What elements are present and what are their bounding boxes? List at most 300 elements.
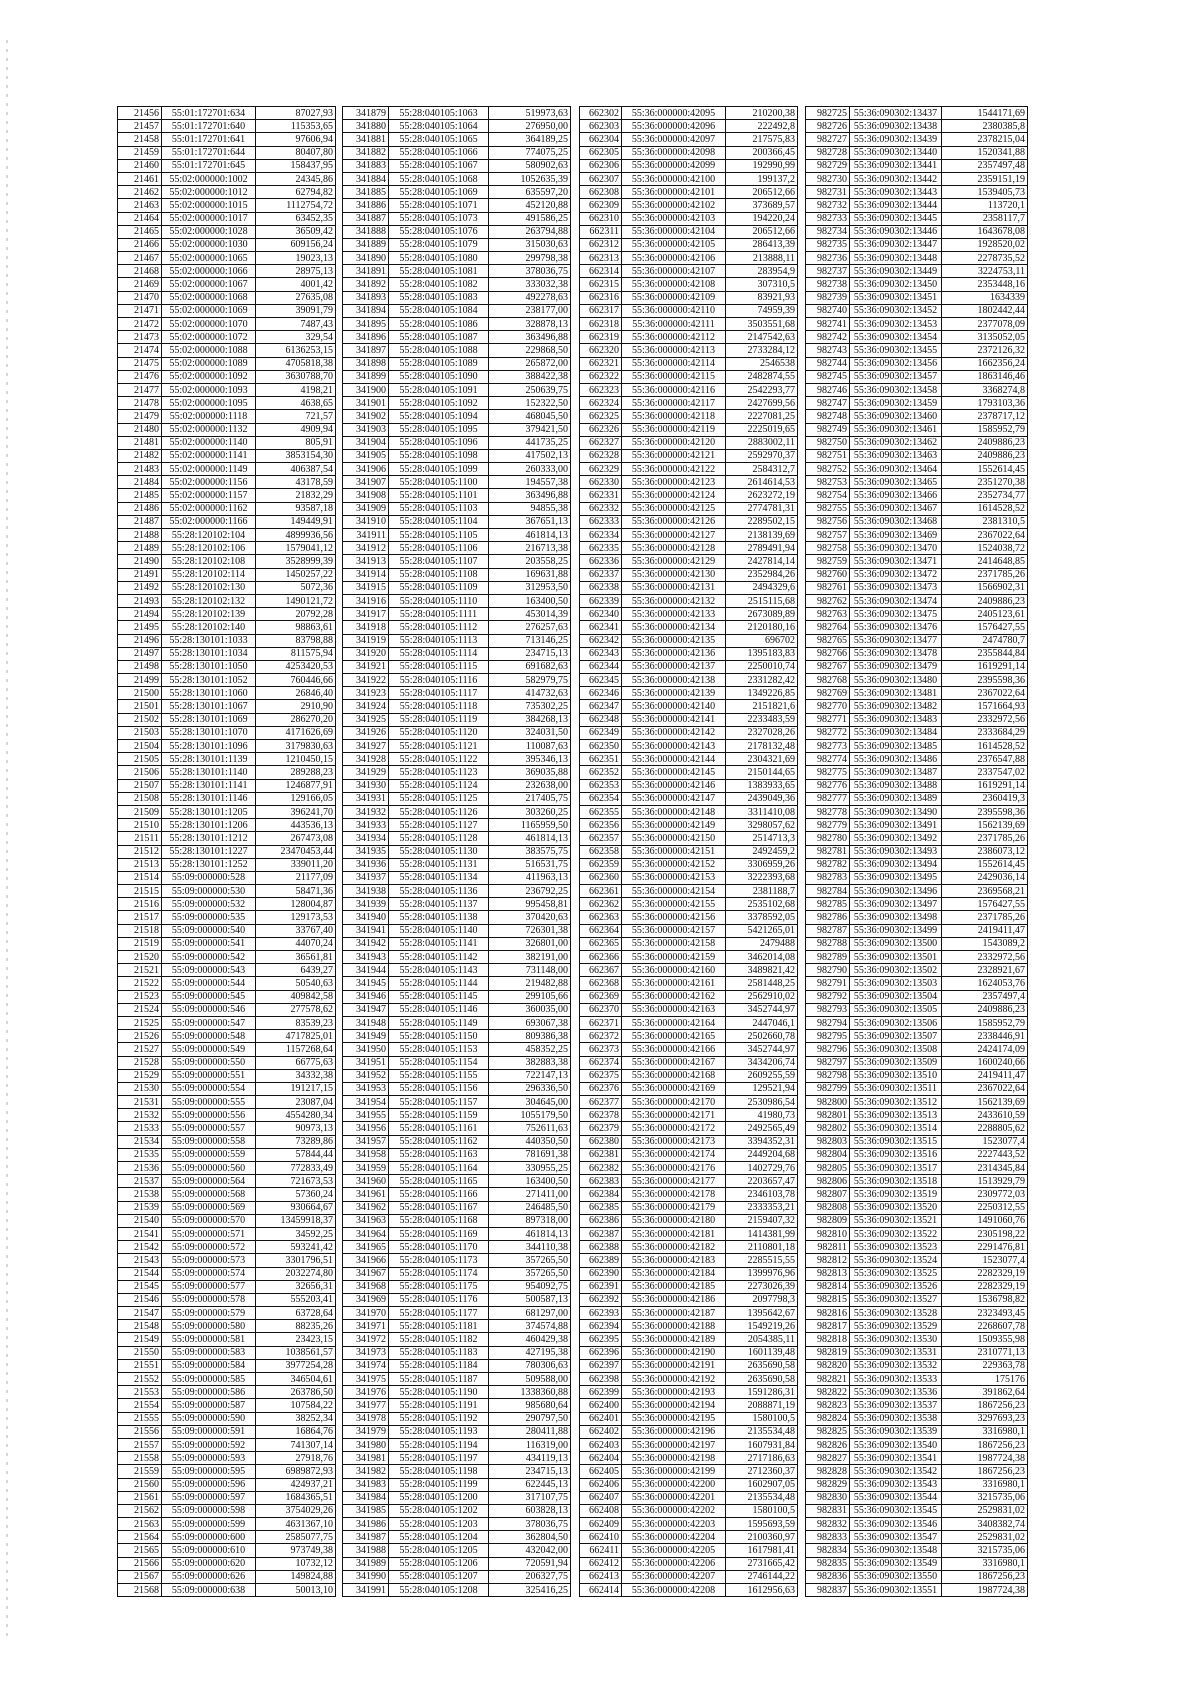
- cadastral-value: 3754029,26: [256, 1504, 336, 1517]
- cadastral-number: 55:36:000000:42153: [622, 871, 726, 884]
- cadastral-number: 55:36:000000:42169: [622, 1082, 726, 1095]
- row-number: 341880: [343, 120, 389, 133]
- cadastral-value: 2482874,55: [726, 370, 798, 383]
- row-number: 341965: [343, 1241, 389, 1254]
- row-number: 21519: [118, 937, 162, 950]
- row-number: 662305: [580, 146, 622, 159]
- cadastral-number: 55:28:040105:1112: [389, 621, 489, 634]
- cadastral-value: 3311410,08: [726, 805, 798, 818]
- table-row: [118, 238, 336, 251]
- table-row: [806, 1227, 1028, 1240]
- row-number: 662402: [580, 1425, 622, 1438]
- cadastral-value: 3408382,74: [942, 1518, 1028, 1531]
- cadastral-value: 2178132,48: [726, 740, 798, 753]
- cadastral-value: 28975,13: [256, 265, 336, 278]
- row-number: 662393: [580, 1307, 622, 1320]
- row-number: 21555: [118, 1412, 162, 1425]
- cadastral-value: 443536,13: [256, 819, 336, 832]
- cadastral-value: 303260,25: [489, 805, 571, 818]
- table-row: [580, 278, 798, 291]
- row-number: 341943: [343, 951, 389, 964]
- cadastral-value: 2331282,42: [726, 674, 798, 687]
- cadastral-number: 55:36:090302:13439: [850, 133, 942, 146]
- table-row: [343, 1122, 571, 1135]
- row-number: 982739: [806, 291, 850, 304]
- table-row: [343, 515, 571, 528]
- table-row: [118, 937, 336, 950]
- cadastral-number: 55:36:000000:42108: [622, 278, 726, 291]
- cadastral-number: 55:36:000000:42117: [622, 397, 726, 410]
- cadastral-number: 55:36:090302:13491: [850, 819, 942, 832]
- cadastral-number: 55:36:000000:42194: [622, 1399, 726, 1412]
- row-number: 982732: [806, 199, 850, 212]
- table-row: [118, 924, 336, 937]
- cadastral-value: 265872,00: [489, 357, 571, 370]
- cadastral-number: 55:28:040105:1190: [389, 1386, 489, 1399]
- row-number: 341923: [343, 687, 389, 700]
- row-number: 341939: [343, 898, 389, 911]
- cadastral-number: 55:36:000000:42123: [622, 476, 726, 489]
- cadastral-number: 55:09:000000:577: [162, 1280, 256, 1293]
- cadastral-number: 55:28:040105:1175: [389, 1280, 489, 1293]
- row-number: 662310: [580, 212, 622, 225]
- cadastral-value: 203558,25: [489, 555, 571, 568]
- row-number: 982727: [806, 133, 850, 146]
- cadastral-number: 55:28:040105:1095: [389, 423, 489, 436]
- row-number: 341909: [343, 502, 389, 515]
- table-row: [118, 1122, 336, 1135]
- cadastral-value: 97606,94: [256, 133, 336, 146]
- cadastral-number: 55:28:040105:1068: [389, 172, 489, 185]
- table-row: [580, 1307, 798, 1320]
- row-number: 21495: [118, 621, 162, 634]
- cadastral-value: 721673,53: [256, 1175, 336, 1188]
- cadastral-number: 55:02:000000:1162: [162, 502, 256, 515]
- cadastral-value: 1112754,72: [256, 199, 336, 212]
- row-number: 982799: [806, 1082, 850, 1095]
- row-number: 341970: [343, 1307, 389, 1320]
- row-number: 982752: [806, 463, 850, 476]
- row-number: 21506: [118, 766, 162, 779]
- row-number: 982773: [806, 740, 850, 753]
- table-row: [806, 555, 1028, 568]
- row-number: 662364: [580, 924, 622, 937]
- table-row: [118, 647, 336, 660]
- table-row: [118, 871, 336, 884]
- cadastral-number: 55:28:040105:1200: [389, 1491, 489, 1504]
- cadastral-number: 55:36:090302:13488: [850, 779, 942, 792]
- cadastral-value: 219482,88: [489, 977, 571, 990]
- cadastral-value: 7487,43: [256, 318, 336, 331]
- cadastral-value: 2110801,18: [726, 1241, 798, 1254]
- cadastral-value: 1543089,2: [942, 937, 1028, 950]
- row-number: 341910: [343, 515, 389, 528]
- cadastral-number: 55:36:090302:13532: [850, 1359, 942, 1372]
- cadastral-value: 58471,36: [256, 885, 336, 898]
- row-number: 982792: [806, 990, 850, 1003]
- row-number: 21560: [118, 1478, 162, 1491]
- table-row: [806, 489, 1028, 502]
- row-number: 982726: [806, 120, 850, 133]
- row-number: 982804: [806, 1148, 850, 1161]
- cadastral-value: 2371785,26: [942, 568, 1028, 581]
- cadastral-value: 1863146,46: [942, 370, 1028, 383]
- cadastral-number: 55:36:000000:42116: [622, 383, 726, 396]
- cadastral-value: 3452744,97: [726, 1003, 798, 1016]
- row-number: 21491: [118, 568, 162, 581]
- cadastral-value: 367651,13: [489, 515, 571, 528]
- row-number: 341974: [343, 1359, 389, 1372]
- cadastral-number: 55:09:000000:578: [162, 1293, 256, 1306]
- cadastral-number: 55:36:000000:42127: [622, 529, 726, 542]
- table-column-3: [579, 106, 798, 1597]
- cadastral-value: 328878,13: [489, 318, 571, 331]
- table-row: [118, 1307, 336, 1320]
- row-number: 21558: [118, 1452, 162, 1465]
- table-row: [806, 1135, 1028, 1148]
- cadastral-value: 370420,63: [489, 911, 571, 924]
- row-number: 662381: [580, 1148, 622, 1161]
- table-row: [343, 1504, 571, 1517]
- row-number: 21525: [118, 1016, 162, 1029]
- cadastral-value: 468045,50: [489, 410, 571, 423]
- cadastral-value: 2357497,4: [942, 990, 1028, 1003]
- row-number: 341938: [343, 885, 389, 898]
- cadastral-number: 55:36:090302:13492: [850, 832, 942, 845]
- cadastral-value: 3630788,70: [256, 370, 336, 383]
- table-row: [118, 199, 336, 212]
- cadastral-value: 149824,88: [256, 1570, 336, 1583]
- cadastral-number: 55:36:090302:13472: [850, 568, 942, 581]
- row-number: 662411: [580, 1544, 622, 1557]
- row-number: 341959: [343, 1162, 389, 1175]
- row-number: 341882: [343, 146, 389, 159]
- cadastral-number: 55:09:000000:579: [162, 1307, 256, 1320]
- row-number: 341883: [343, 159, 389, 172]
- cadastral-number: 55:36:000000:42121: [622, 449, 726, 462]
- cadastral-value: 2409886,23: [942, 449, 1028, 462]
- row-number: 662324: [580, 397, 622, 410]
- cadastral-value: 2381310,5: [942, 515, 1028, 528]
- cadastral-number: 55:36:000000:42206: [622, 1557, 726, 1570]
- cadastral-value: 2746144,22: [726, 1570, 798, 1583]
- cadastral-value: 1576427,55: [942, 898, 1028, 911]
- table-row: [806, 159, 1028, 172]
- cadastral-value: 2409886,23: [942, 594, 1028, 607]
- cadastral-value: 458352,25: [489, 1043, 571, 1056]
- cadastral-value: 23470453,44: [256, 845, 336, 858]
- table-row: [806, 107, 1028, 120]
- cadastral-number: 55:36:090302:13484: [850, 726, 942, 739]
- row-number: 341893: [343, 291, 389, 304]
- cadastral-number: 55:36:000000:42148: [622, 805, 726, 818]
- cadastral-number: 55:36:090302:13536: [850, 1386, 942, 1399]
- cadastral-value: 382191,00: [489, 951, 571, 964]
- cadastral-number: 55:28:130101:1227: [162, 845, 256, 858]
- table-row: [118, 1043, 336, 1056]
- cadastral-number: 55:09:000000:551: [162, 1069, 256, 1082]
- cadastral-value: 57844,44: [256, 1148, 336, 1161]
- cadastral-number: 55:36:000000:42176: [622, 1162, 726, 1175]
- row-number: 662311: [580, 225, 622, 238]
- table-row: [806, 1267, 1028, 1280]
- cadastral-number: 55:01:172701:645: [162, 159, 256, 172]
- cadastral-value: 2386073,12: [942, 845, 1028, 858]
- row-number: 982753: [806, 476, 850, 489]
- cadastral-value: 3316980,1: [942, 1478, 1028, 1491]
- cadastral-number: 55:28:130101:1146: [162, 792, 256, 805]
- row-number: 341931: [343, 792, 389, 805]
- table-row: [343, 608, 571, 621]
- cadastral-value: 276950,00: [489, 120, 571, 133]
- cadastral-number: 55:28:040105:1142: [389, 951, 489, 964]
- row-number: 21475: [118, 357, 162, 370]
- table-row: [806, 502, 1028, 515]
- cadastral-value: 2250312,55: [942, 1201, 1028, 1214]
- cadastral-value: 1552614,45: [942, 463, 1028, 476]
- cadastral-number: 55:36:090302:13487: [850, 766, 942, 779]
- row-number: 21563: [118, 1518, 162, 1531]
- cadastral-number: 55:36:090302:13456: [850, 357, 942, 370]
- row-number: 662347: [580, 700, 622, 713]
- row-number: 341884: [343, 172, 389, 185]
- cadastral-value: 200366,45: [726, 146, 798, 159]
- cadastral-value: 2433610,59: [942, 1109, 1028, 1122]
- row-number: 662355: [580, 805, 622, 818]
- cadastral-number: 55:28:040105:1069: [389, 186, 489, 199]
- cadastral-number: 55:09:000000:541: [162, 937, 256, 950]
- cadastral-value: 267473,08: [256, 832, 336, 845]
- cadastral-number: 55:36:090302:13507: [850, 1030, 942, 1043]
- row-number: 662405: [580, 1465, 622, 1478]
- row-number: 662315: [580, 278, 622, 291]
- cadastral-number: 55:09:000000:548: [162, 1030, 256, 1043]
- cadastral-number: 55:02:000000:1066: [162, 265, 256, 278]
- row-number: 341984: [343, 1491, 389, 1504]
- cadastral-value: 210200,38: [726, 107, 798, 120]
- cadastral-number: 55:36:000000:42171: [622, 1109, 726, 1122]
- row-number: 662358: [580, 845, 622, 858]
- row-number: 341937: [343, 871, 389, 884]
- row-number: 982771: [806, 713, 850, 726]
- cadastral-value: 1395642,67: [726, 1307, 798, 1320]
- cadastral-number: 55:36:000000:42162: [622, 990, 726, 1003]
- table-row: [118, 291, 336, 304]
- table-row: [580, 1069, 798, 1082]
- table-row: [580, 1518, 798, 1531]
- cadastral-value: 2327028,26: [726, 726, 798, 739]
- row-number: 341935: [343, 845, 389, 858]
- cadastral-value: 379421,50: [489, 423, 571, 436]
- cadastral-number: 55:09:000000:580: [162, 1320, 256, 1333]
- cadastral-value: 2333684,29: [942, 726, 1028, 739]
- cadastral-number: 55:36:090302:13503: [850, 977, 942, 990]
- cadastral-value: 1867256,23: [942, 1399, 1028, 1412]
- row-number: 982789: [806, 951, 850, 964]
- table-row: [343, 555, 571, 568]
- row-number: 662372: [580, 1030, 622, 1043]
- cadastral-value: 1595693,59: [726, 1518, 798, 1531]
- cadastral-value: 1634339: [942, 291, 1028, 304]
- cadastral-number: 55:09:000000:540: [162, 924, 256, 937]
- table-row: [343, 819, 571, 832]
- cadastral-value: 2584312,7: [726, 463, 798, 476]
- cadastral-number: 55:36:090302:13527: [850, 1293, 942, 1306]
- cadastral-number: 55:28:040105:1191: [389, 1399, 489, 1412]
- row-number: 982736: [806, 252, 850, 265]
- table-row: [343, 1241, 571, 1254]
- row-number: 662403: [580, 1438, 622, 1451]
- table-row: [806, 1293, 1028, 1306]
- cadastral-value: 2147542,63: [726, 331, 798, 344]
- cadastral-number: 55:36:090302:13510: [850, 1069, 942, 1082]
- row-number: 982729: [806, 159, 850, 172]
- row-number: 982812: [806, 1254, 850, 1267]
- cadastral-number: 55:36:000000:42203: [622, 1518, 726, 1531]
- row-number: 662376: [580, 1082, 622, 1095]
- cadastral-value: 1662356,24: [942, 357, 1028, 370]
- table-row: [343, 885, 571, 898]
- table-row: [806, 660, 1028, 673]
- cadastral-value: 1607931,84: [726, 1438, 798, 1451]
- cadastral-number: 55:28:040105:1086: [389, 318, 489, 331]
- cadastral-table: [805, 106, 1028, 1597]
- table-row: [580, 1201, 798, 1214]
- table-row: [343, 1201, 571, 1214]
- cadastral-number: 55:02:000000:1028: [162, 225, 256, 238]
- table-row: [806, 766, 1028, 779]
- table-row: [343, 792, 571, 805]
- cadastral-number: 55:09:000000:555: [162, 1096, 256, 1109]
- row-number: 982780: [806, 832, 850, 845]
- cadastral-number: 55:36:000000:42107: [622, 265, 726, 278]
- table-row: [343, 1452, 571, 1465]
- cadastral-number: 55:36:090302:13508: [850, 1043, 942, 1056]
- cadastral-number: 55:36:090302:13521: [850, 1214, 942, 1227]
- row-number: 341913: [343, 555, 389, 568]
- cadastral-number: 55:36:000000:42179: [622, 1201, 726, 1214]
- row-number: 341958: [343, 1148, 389, 1161]
- row-number: 21520: [118, 951, 162, 964]
- row-number: 341971: [343, 1320, 389, 1333]
- cadastral-value: 263794,88: [489, 225, 571, 238]
- cadastral-value: 329,54: [256, 331, 336, 344]
- table-row: [806, 1175, 1028, 1188]
- cadastral-number: 55:09:000000:597: [162, 1491, 256, 1504]
- cadastral-number: 55:36:090302:13518: [850, 1175, 942, 1188]
- row-number: 662369: [580, 990, 622, 1003]
- row-number: 341881: [343, 133, 389, 146]
- table-row: [343, 278, 571, 291]
- row-number: 982829: [806, 1478, 850, 1491]
- cadastral-value: 2314345,84: [942, 1162, 1028, 1175]
- cadastral-number: 55:09:000000:564: [162, 1175, 256, 1188]
- cadastral-value: 2377078,09: [942, 318, 1028, 331]
- cadastral-value: 774075,25: [489, 146, 571, 159]
- cadastral-value: 1383933,65: [726, 779, 798, 792]
- row-number: 982835: [806, 1557, 850, 1570]
- table-row: [806, 186, 1028, 199]
- row-number: 341973: [343, 1346, 389, 1359]
- table-row: [806, 1280, 1028, 1293]
- row-number: 982820: [806, 1359, 850, 1372]
- cadastral-number: 55:36:090302:13545: [850, 1504, 942, 1517]
- row-number: 21476: [118, 370, 162, 383]
- row-number: 662392: [580, 1293, 622, 1306]
- cadastral-number: 55:36:000000:42135: [622, 634, 726, 647]
- cadastral-value: 2352734,77: [942, 489, 1028, 502]
- row-number: 341949: [343, 1030, 389, 1043]
- row-number: 341948: [343, 1016, 389, 1029]
- row-number: 341925: [343, 713, 389, 726]
- cadastral-number: 55:28:040105:1124: [389, 779, 489, 792]
- cadastral-number: 55:28:130101:1070: [162, 726, 256, 739]
- cadastral-number: 55:28:040105:1116: [389, 674, 489, 687]
- cadastral-number: 55:02:000000:1069: [162, 304, 256, 317]
- row-number: 982795: [806, 1030, 850, 1043]
- cadastral-number: 55:28:040105:1126: [389, 805, 489, 818]
- table-row: [806, 819, 1028, 832]
- cadastral-number: 55:36:090302:13449: [850, 265, 942, 278]
- row-number: 662407: [580, 1491, 622, 1504]
- cadastral-value: 39091,79: [256, 304, 336, 317]
- row-number: 982764: [806, 621, 850, 634]
- cadastral-number: 55:36:000000:42136: [622, 647, 726, 660]
- cadastral-value: 213888,11: [726, 252, 798, 265]
- cadastral-value: 1591286,31: [726, 1386, 798, 1399]
- cadastral-number: 55:36:000000:42122: [622, 463, 726, 476]
- table-row: [806, 436, 1028, 449]
- cadastral-number: 55:36:090302:13445: [850, 212, 942, 225]
- row-number: 21554: [118, 1399, 162, 1412]
- cadastral-value: 2883002,11: [726, 436, 798, 449]
- row-number: 21477: [118, 383, 162, 396]
- cadastral-number: 55:36:090302:13480: [850, 674, 942, 687]
- table-row: [118, 1518, 336, 1531]
- row-number: 662344: [580, 660, 622, 673]
- table-row: [118, 1531, 336, 1544]
- cadastral-number: 55:36:090302:13444: [850, 199, 942, 212]
- row-number: 662359: [580, 858, 622, 871]
- cadastral-value: 276257,63: [489, 621, 571, 634]
- row-number: 341967: [343, 1267, 389, 1280]
- table-row: [806, 1043, 1028, 1056]
- cadastral-number: 55:28:120102:132: [162, 594, 256, 607]
- row-number: 341903: [343, 423, 389, 436]
- row-number: 21500: [118, 687, 162, 700]
- table-row: [580, 1346, 798, 1359]
- cadastral-value: 2332972,56: [942, 713, 1028, 726]
- cadastral-value: 2427814,14: [726, 555, 798, 568]
- cadastral-number: 55:36:000000:42196: [622, 1425, 726, 1438]
- table-row: [806, 225, 1028, 238]
- table-row: [580, 1412, 798, 1425]
- table-row: [118, 1201, 336, 1214]
- table-row: [580, 1214, 798, 1227]
- cadastral-value: 2378215,04: [942, 133, 1028, 146]
- cadastral-value: 2447046,1: [726, 1016, 798, 1029]
- cadastral-number: 55:36:000000:42125: [622, 502, 726, 515]
- row-number: 982730: [806, 172, 850, 185]
- table-row: [806, 1399, 1028, 1412]
- row-number: 982759: [806, 555, 850, 568]
- row-number: 982823: [806, 1399, 850, 1412]
- cadastral-number: 55:36:000000:42142: [622, 726, 726, 739]
- table-row: [343, 370, 571, 383]
- row-number: 341975: [343, 1373, 389, 1386]
- cadastral-number: 55:36:090302:13474: [850, 594, 942, 607]
- table-row: [806, 1082, 1028, 1095]
